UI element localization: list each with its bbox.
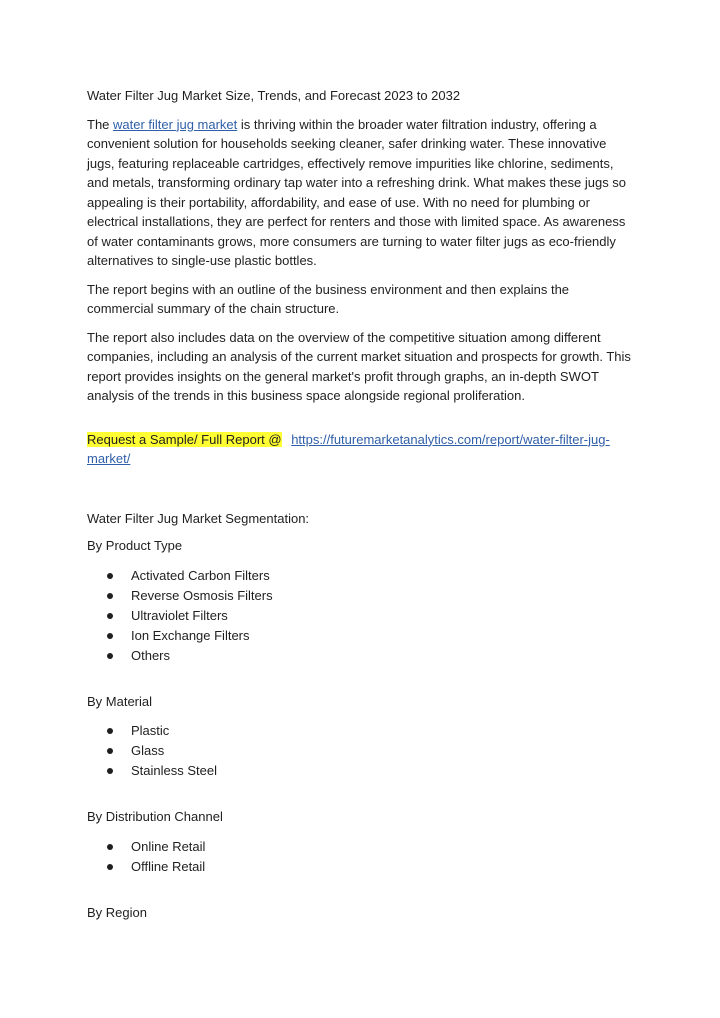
material-list	[87, 721, 635, 781]
intro-prefix: The	[87, 116, 114, 132]
list-item: Online Retail	[107, 837, 635, 857]
bullet-icon	[107, 728, 113, 734]
list-item: Activated Carbon Filters	[107, 566, 635, 586]
region-heading: By Region	[87, 904, 147, 920]
list-item: Plastic	[107, 721, 635, 741]
distribution-channel-heading: By Distribution Channel	[87, 809, 223, 824]
sample-request	[87, 430, 635, 469]
market-link[interactable]: water filter jug market	[113, 116, 238, 132]
document-title: Water Filter Jug Market Size, Trends, and Forecast 2023 to 2032	[87, 88, 461, 103]
list-item: Ultraviolet Filters	[107, 606, 635, 626]
distribution-channel-list	[87, 837, 635, 877]
list-item: Stainless Steel	[107, 761, 635, 781]
bullet-icon	[107, 768, 113, 774]
bullet-icon	[107, 593, 113, 599]
bullet-icon	[107, 748, 113, 754]
intro-paragraph	[87, 115, 635, 271]
report-outline-paragraph: The report begins with an outline of the business environment and then explains the commercial summary of the chain structure.	[87, 281, 570, 316]
list-item: Ion Exchange Filters	[107, 626, 635, 646]
sample-report-link[interactable]: https://futuremarketanalytics.com/report/water-filter-jug-market/	[87, 431, 610, 466]
bullet-icon	[107, 573, 113, 579]
bullet-icon	[107, 653, 113, 659]
material-heading: By Material	[87, 693, 153, 709]
list-item: Reverse Osmosis Filters	[107, 586, 635, 606]
list-item: Offline Retail	[107, 857, 635, 877]
intro-body: is thriving within the broader water filtration industry, offering a convenient solution for households seeking cleaner, safer drinking water. These innovative jugs, featuring replaceable cartridges, effectively remove impurities like chlorine, sediments, and metals, transforming ordinary tap water into a refreshing drink. What makes these jugs so appealing is their portability, affordability, and ease of use. With no need for plumbing or electrical installations, they are perfect for renters and those with limited space. As awareness of water contaminants grows, more consumers are turning to water filter jugs as eco-friendly alternatives to single-use plastic bottles.	[87, 116, 627, 268]
bullet-icon	[107, 844, 113, 850]
bullet-icon	[107, 613, 113, 619]
product-type-list	[87, 566, 635, 666]
list-item: Others	[107, 646, 635, 666]
segmentation-heading: Water Filter Jug Market Segmentation:	[87, 510, 310, 526]
bullet-icon	[107, 633, 113, 639]
product-type-heading: By Product Type	[87, 538, 183, 553]
document-page	[87, 86, 635, 932]
sample-request-label: Request a Sample/ Full Report @	[87, 431, 282, 447]
report-overview-paragraph: The report also includes data on the overview of the competitive situation among different companies, including an analysis of the current market situation and prospects for growth. This report provides insights on the general market's profit through graphs, an in-depth SWOT analysis of the trends in this business space alongside regional proliferation.	[87, 329, 631, 403]
bullet-icon	[107, 864, 113, 870]
list-item: Glass	[107, 741, 635, 761]
